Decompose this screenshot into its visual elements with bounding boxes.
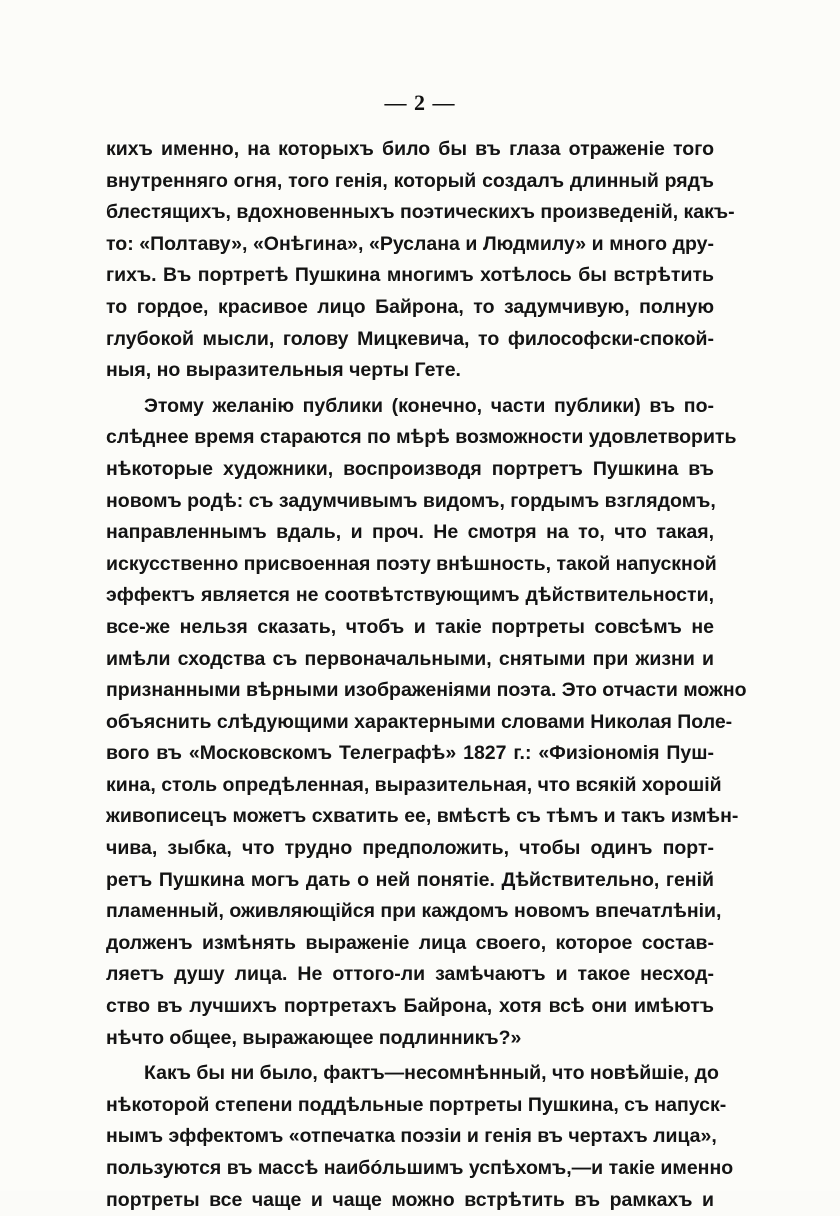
text-line: живописецъ можетъ схватить ее, вмѣстѣ съ тѣмъ и такъ измѣн- xyxy=(106,805,739,828)
text-line: Этому желанію публики (конечно, части публики) въ по- xyxy=(144,394,714,417)
text-line: Какъ бы ни было, фактъ—несомнѣнный, что новѣйшіе, до xyxy=(144,1062,719,1085)
text-line: пламенный, оживляющійся при каждомъ новомъ впечатлѣніи, xyxy=(106,900,722,923)
paragraph xyxy=(106,391,747,1054)
text-line: ныя, но выразительныя черты Гете. xyxy=(106,359,461,382)
text-line: искусственно присвоенная поэту внѣшность, такой напускной xyxy=(106,552,717,575)
text-line: то: «Полтаву», «Онѣгина», «Руслана и Людмилу» и много дру- xyxy=(106,232,714,255)
text-line: нѣкоторые художники, воспроизводя портретъ Пушкина въ xyxy=(106,457,714,480)
paragraph xyxy=(106,134,735,387)
body-text xyxy=(106,134,747,1216)
text-line: имѣли сходства съ первоначальными, снятыми при жизни и xyxy=(106,647,714,670)
paragraph xyxy=(106,1058,734,1216)
text-line: блестящихъ, вдохновенныхъ поэтическихъ произведеній, какъ- xyxy=(106,201,735,224)
text-line: нѣкоторой степени поддѣльные портреты Пушкина, съ напуск- xyxy=(106,1093,727,1116)
text-line: чива, зыбка, что трудно предположить, чтобы одинъ порт- xyxy=(106,837,714,860)
text-line: ство въ лучшихъ портретахъ Байрона, хотя всѣ они имѣютъ xyxy=(106,995,714,1018)
text-line: эффектъ является не соотвѣтствующимъ дѣйствительности, xyxy=(106,584,714,607)
text-line: гихъ. Въ портретѣ Пушкина многимъ хотѣлось бы встрѣтить xyxy=(106,264,714,287)
text-line: новомъ родѣ: съ задумчивымъ видомъ, гордымъ взглядомъ, xyxy=(106,489,716,512)
text-line: внутренняго огня, того генія, который создалъ длинный рядъ xyxy=(106,169,714,192)
text-line: кина, столь опредѣленная, выразительная, что всякій хорошій xyxy=(106,773,722,796)
text-line: ретъ Пушкина могъ дать о ней понятіе. Дѣйствительно, геній xyxy=(106,868,714,891)
text-line: ляетъ душу лица. Не оттого-ли замѣчаютъ и такое несход- xyxy=(106,963,714,986)
text-line: пользуются въ массѣ наибóльшимъ успѣхомъ,—и такіе именно xyxy=(106,1157,734,1179)
text-line: нѣчто общее, выражающее подлинникъ?» xyxy=(106,1026,522,1049)
text-line: направленнымъ вдаль, и проч. Не смотря на то, что такая, xyxy=(106,521,714,544)
text-line: нымъ эффектомъ «отпечатка поэзіи и генія въ чертахъ лица», xyxy=(106,1125,717,1148)
page-number: — 2 — xyxy=(384,90,456,115)
text-line: вого въ «Московскомъ Телеграфѣ» 1827 г.: «Физіономія Пуш- xyxy=(106,742,714,765)
text-line: кихъ именно, на которыхъ било бы въ глаза отраженіе того xyxy=(106,138,714,160)
text-line: слѣднее время стараются по мѣрѣ возможности удовлетворить xyxy=(106,426,737,449)
text-line: то гордое, красивое лицо Байрона, то задумчивую, полную xyxy=(106,295,714,318)
text-line: все-же нельзя сказать, чтобъ и такіе портреты совсѣмъ не xyxy=(106,615,714,638)
text-line: глубокой мысли, голову Мицкевича, то философски-спокой- xyxy=(106,327,714,350)
text-line: портреты все чаще и чаще можно встрѣтить въ рамкахъ и xyxy=(106,1188,714,1211)
text-line: объяснить слѣдующими характерными словами Николая Поле- xyxy=(106,710,733,733)
text-line: долженъ измѣнять выраженіе лица своего, которое состав- xyxy=(106,931,714,954)
text-line: признанными вѣрными изображеніями поэта. Это отчасти можно xyxy=(106,679,747,702)
